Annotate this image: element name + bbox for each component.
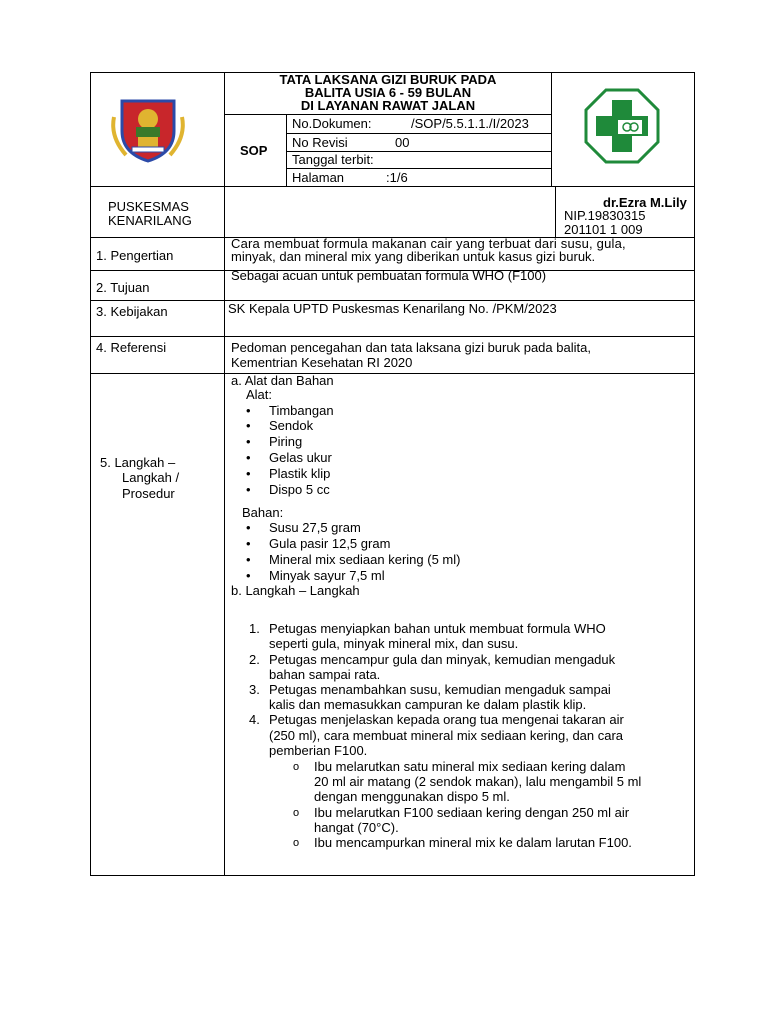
step-line: seperti gula, minyak mineral mix, dan susu. xyxy=(269,636,519,651)
step-line: bahan sampai rata. xyxy=(269,667,381,682)
step-number: 4. xyxy=(249,712,260,727)
row-label-langkah-2: Langkah / xyxy=(122,470,180,485)
section-b-heading: b. Langkah – Langkah xyxy=(231,583,360,598)
list-item: Minyak sayur 7,5 ml xyxy=(269,568,385,583)
doc-title-line-1: TATA LAKSANA GIZI BURUK PADA xyxy=(279,72,497,87)
circle-bullet-icon: o xyxy=(293,807,300,819)
step-line: Petugas menjelaskan kepada orang tua mengenai takaran air xyxy=(269,712,624,727)
referensi-text-1: Pedoman pencegahan dan tata laksana gizi buruk pada balita, xyxy=(231,340,591,355)
org-name-line-2: KENARILANG xyxy=(108,213,192,228)
circle-bullet-icon: o xyxy=(293,761,300,773)
bullet-icon: • xyxy=(246,403,251,418)
list-item: Mineral mix sediaan kering (5 ml) xyxy=(269,552,461,567)
substep-line: hangat (70°C). xyxy=(314,820,399,835)
step-line: kalis dan memasukkan campuran ke dalam plastik klip. xyxy=(269,697,587,712)
page-value: :1/6 xyxy=(386,170,408,185)
referensi-text-2: Kementrian Kesehatan RI 2020 xyxy=(231,355,413,370)
row-label-langkah-3: Prosedur xyxy=(122,486,175,501)
bullet-icon: • xyxy=(246,536,251,551)
row-label-langkah-1: 5. Langkah – xyxy=(100,455,176,470)
pengertian-text-2: minyak, dan mineral mix yang diberikan untuk kasus gizi buruk. xyxy=(231,249,596,264)
list-item: Sendok xyxy=(269,418,314,433)
kebijakan-text: SK Kepala UPTD Puskesmas Kenarilang No. /PKM/2023 xyxy=(228,301,557,316)
bullet-icon: • xyxy=(246,520,251,535)
org-name-line-1: PUSKESMAS xyxy=(108,199,189,214)
doc-number-label: No.Dokumen: xyxy=(292,116,372,131)
step-number: 3. xyxy=(249,682,260,697)
revision-label: No Revisi xyxy=(292,135,348,150)
row-label-referensi: 4. Referensi xyxy=(96,340,167,355)
substep-line: dengan menggunakan dispo 5 ml. xyxy=(314,789,510,804)
step-line: Petugas menyiapkan bahan untuk membuat formula WHO xyxy=(269,621,606,636)
list-item: Dispo 5 cc xyxy=(269,482,330,497)
doc-title-line-3: DI LAYANAN RAWAT JALAN xyxy=(300,98,476,113)
list-item: Susu 27,5 gram xyxy=(269,520,361,535)
signatory-name: dr.Ezra M.Lily xyxy=(603,195,687,210)
step-number: 1. xyxy=(249,621,260,636)
bullet-icon: • xyxy=(246,434,251,449)
list-item: Gelas ukur xyxy=(269,450,332,465)
bullet-icon: • xyxy=(246,450,251,465)
doc-title-line-2: BALITA USIA 6 - 59 BULAN xyxy=(304,85,472,100)
list-item: Gula pasir 12,5 gram xyxy=(269,536,391,551)
substep-line: Ibu mencampurkan mineral mix ke dalam larutan F100. xyxy=(314,835,632,850)
tujuan-text: Sebagai acuan untuk pembuatan formula WHO (F100) xyxy=(231,268,547,283)
list-item: Timbangan xyxy=(269,403,334,418)
substep-line: 20 ml air matang (2 sendok makan), lalu mengambil 5 ml xyxy=(314,774,642,789)
list-item: Plastik klip xyxy=(269,466,331,481)
alat-label: Alat: xyxy=(246,387,273,402)
regency-crest-logo xyxy=(108,97,188,163)
signatory-nip-2: 201101 1 009 xyxy=(564,222,643,237)
sop-label: SOP xyxy=(240,143,268,158)
pengertian-text-1: Cara membuat formula makanan cair yang terbuat dari susu, gula, xyxy=(231,236,626,251)
row-label-tujuan: 2. Tujuan xyxy=(96,280,150,295)
bahan-label: Bahan: xyxy=(242,505,284,520)
issue-date-label: Tanggal terbit: xyxy=(292,152,374,167)
section-a-heading: a. Alat dan Bahan xyxy=(231,373,334,388)
row-label-pengertian: 1. Pengertian xyxy=(96,248,174,263)
bullet-icon: • xyxy=(246,466,251,481)
list-item: Piring xyxy=(269,434,303,449)
bullet-icon: • xyxy=(246,418,251,433)
doc-number-value: /SOP/5.5.1.1./I/2023 xyxy=(411,116,529,131)
signatory-nip-1: NIP.19830315 xyxy=(564,208,646,223)
substep-line: Ibu melarutkan F100 sediaan kering dengan 250 ml air xyxy=(314,805,630,820)
substep-line: Ibu melarutkan satu mineral mix sediaan kering dalam xyxy=(314,759,626,774)
row-label-kebijakan: 3. Kebijakan xyxy=(96,304,168,319)
puskesmas-logo xyxy=(584,88,660,164)
page-label: Halaman xyxy=(292,170,345,185)
bullet-icon: • xyxy=(246,482,251,497)
circle-bullet-icon: o xyxy=(293,837,300,849)
bullet-icon: • xyxy=(246,568,251,583)
step-line: pemberian F100. xyxy=(269,743,368,758)
step-line: (250 ml), cara membuat mineral mix sediaan kering, dan cara xyxy=(269,728,624,743)
step-line: Petugas menambahkan susu, kemudian mengaduk sampai xyxy=(269,682,611,697)
step-number: 2. xyxy=(249,652,260,667)
bullet-icon: • xyxy=(246,552,251,567)
step-line: Petugas mencampur gula dan minyak, kemudian mengaduk xyxy=(269,652,616,667)
revision-value: 00 xyxy=(395,135,410,150)
